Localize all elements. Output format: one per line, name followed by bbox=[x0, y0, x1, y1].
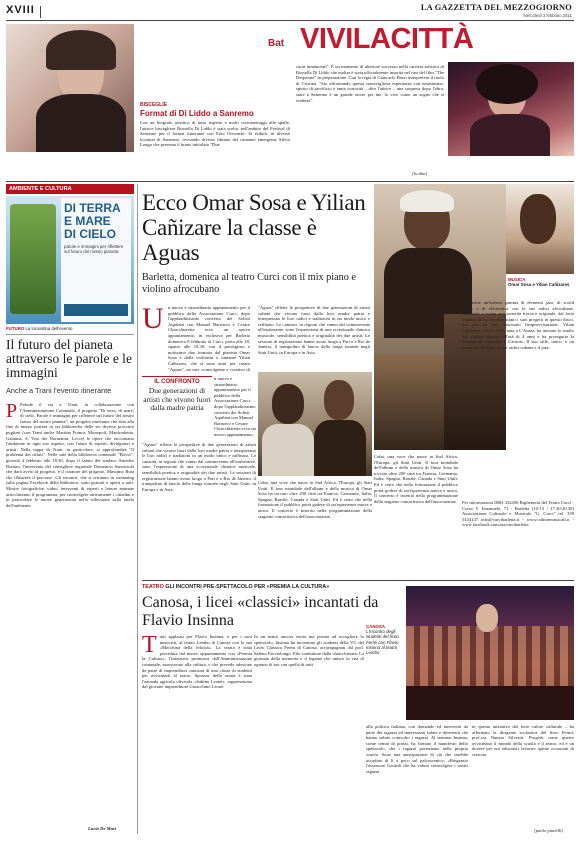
music-body-2: "Aguas" riflette le prospettive di due generazioni di artisti cubani che vivono fuori dalla loro madre patria e interpretano le loro radici e tradizioni in un modo unico e raffinato. Le canzoni, in regioni che vanno dal commovente all'esuberante, sono l'espressione di una eccezionale chimica musicale, sensibilità poetica e originalità dei due artisti. Le sessioni di registrazione hanno avuto luogo a Pari e a Rio de Janeiro, il trampolino di lancio della lunga tournée negli Stati Uniti, in Europa e in Asia. bbox=[142, 442, 256, 492]
sanremo-photo bbox=[448, 62, 574, 156]
poster-caption: La locandina dell'evento bbox=[25, 326, 73, 331]
section-city: Bat bbox=[268, 38, 285, 49]
top-story-kicker: BISCEGLIE bbox=[140, 102, 167, 108]
music-body-3: Cuba, una voce che nasce in Sud Africa, l'Europa, gli Stati Uniti. Il tour mondiale dell'album e della musica di Omar Sosa ha toccato oltre 200 città tra Francia, Germania, Italia, Spagna, Brasile, Canada e Stati Uniti. Ed è certo che nella formazione il pubblico potrà godere di un'esperienza nuova e unica. Il concerto è inserito nella programmazione della stagione concertistica dell'associazione. bbox=[258, 480, 372, 519]
theater-title: Canosa, i licei «classici» incantati da Flavio Insinna bbox=[142, 594, 379, 629]
confronto-text: Due generazioni di artisti che vivono fuori dalla madre patria bbox=[143, 386, 211, 413]
theater-body-2: In un teatro ancora vuoto ma pronto ad accogliere lo spettacolo, Insinna ha incontrato gli studenti della VG del Liceo Classico Fermi di Canosa, accompagnati dal prof. Sabino Facciolongo. Filo conduttore dalla chiacchierata: La giornata della memoria e il legame che unisce la vita di ognuno di noi con quella di tutti. bbox=[254, 634, 364, 667]
poster-title-1: DI TERRA bbox=[64, 201, 121, 215]
confronto-box bbox=[142, 376, 212, 438]
poster-title-2: E MARE bbox=[64, 214, 111, 228]
music-body-4: ribilmente un'intensa gamma di elementi jazz, di world music e di elettronica con le sue radici afrocubane, riuscendo a creare una sonorità fresca e originale, dal forte impatto lirico, ha annunciato i suoi progetti in questo disco, ma non ha mai trascurato l'improvvisazione. Yilian Cañizares, classe 1981, nata a L'Avana, ha iniziato lo studio del violino classico all'età di 4 anni e ha proseguito la formazione musicale a Caracas. Il suo stile, unico, è un ponte tra l'Europa, le sue radici cubane e il jazz. bbox=[462, 300, 574, 350]
music-body-3b: Cuba, una voce che nasce in Sud Africa, l'Europa, gli Stati Uniti. Il tour mondiale dell'album e della musica di Omar Sosa ha toccato oltre 200 città tra Francia, Germania, Italia, Spagna, Brasile, Canada e Stati Uniti. Ed è certo che nella formazione il pubblico potrà godere di un'esperienza nuova e unica. Il concerto è inserito nella programmazione della stagione concertistica dell'associazione. bbox=[374, 454, 458, 504]
top-story-title: Format di Di Liddo a Sanremo bbox=[140, 109, 254, 118]
ambiente-dropcap: P bbox=[6, 402, 18, 422]
ambiente-signature: Lucia De Mari bbox=[88, 826, 117, 831]
page-number: XVIII bbox=[6, 4, 35, 16]
ambiente-subtitle: Anche a Trani l'evento itinerante bbox=[6, 386, 112, 395]
music-body-1: Un nuovo e straordinario appuntamento per il pubblico della Associazione Curci, dopo l'applauditissimo concerto dei Solisti Aquilani con Manuel Barrueco e Cesare Chiacchiaretta ecco un nuovo appuntamento, in esclusiva per Barletta domenica 8 febbraio al Curci, porta alle 18, sipario alle 18.30, con il prestigioso e notissimo duo formato dal pianista Omar Sosa e dalla violinista e cantante Yilian Cañizares, che si sono uniti per creare "Aguas", un mix coinvolgente e creativo di bbox=[142, 305, 250, 373]
poster-image bbox=[6, 196, 134, 324]
theater-photo-caption: L'incontro degli studenti del liceo Fermi con Flavio Insinna al teatro Lembo bbox=[366, 629, 399, 656]
poster-subtitle: parole e immagini per riflettere sul futuro del nostro pianeta bbox=[64, 244, 124, 255]
theater-body-4: in questa iniziativa dal forte valore culturale – ha affermato la dirigente scolastica del liceo Fermi, prof.ssa Nunzia Silvestri. Progetti come questo avvicinano il mondo della scuola e il teatro, ed è un dovere per noi educatori favorire queste occasioni di crescita. bbox=[472, 724, 574, 757]
theater-signature: [paolo pinnelli] bbox=[534, 828, 564, 833]
issue-date: Mercoledì 3 febbraio 2021 bbox=[523, 13, 572, 18]
music-contacts: Per informazioni 0883 332456 Biglietteria del Teatro Curci - Corso V. Emanuele, 71 - Barletta (10-13 / 17.30-20.30) Associazione Culturale e Musicale "G. Curci" tel. 339 5434147 info@curcibarletta.it - www.culturemusicali.it - www.facebook.com/asscurcibarletta bbox=[462, 500, 574, 528]
ambiente-title: Il futuro del pianeta attraverso le parole e le immagini bbox=[6, 337, 132, 380]
top-story-signature: [lu.dim] bbox=[412, 171, 428, 176]
poster-caption-kicker: FUTURO bbox=[6, 326, 25, 331]
duo-photo bbox=[258, 372, 372, 476]
music-subtitle: Barletta, domenica al teatro Curci con il mix piano e violino afrocubano bbox=[142, 272, 356, 295]
section-title: VIVILACITTÀ bbox=[300, 23, 474, 55]
ambiente-body-text: Prende il via a Trani, in collaborazione con l'Amministrazione Comunale, il progetto "Di terra, di mare, di cielo. Parole e immagini per riflettere sul futuro del nostro futuro del nostro pianeta", un progetto itinerante che sino alla fine di marzo porterà in sei biblioteche delle sei diverse province pugliesi (con Trani anche Martina Franca, Monopoli, Manfredonia, Galatina, S. Vito dei Normanni, Lecce) le opere che raccontano l'ambiente in ogni suo aspetto, con l'aiuto di esperti, divulgatori e artisti. Nella tappa di Trani, in particolare, si approfondirà "Il problema dei rifiuti". Nelle sale della biblioteca comunale "Bovio", giovedì 4 febbraio alle 18.30, dopo il saluto del sindaco Amedeo Bottaro, l'intervento del consigliere regionale Domenico Santorsola che darà avvio al progetto, e il curatore del progetto, Massimo Ruta che illustrerà il percorso. Gli incontri, che si terranno in streaming sulla pagina Facebook della biblioteca, sono gratuiti e aperti a tutti. Mostre fotografiche, video, interventi di esperti e letture animate arricchiranno il programma, per coinvolgere attivamente i cittadini e in particolare le nuove generazioni nella riflessione sulla tutela dell'ambiente. bbox=[6, 402, 134, 508]
top-story-col1: Con un biografo artistico di tutto rispetto e molti cortometraggi alle spalle, l'attrice biscegliese Rossella Di Liddo è stata scelta, nell'ambito del Festival di Sanremo per il format itinerante con Ezio Orvonetti. Si esibirà, in diverse location di Sanremo, recitando diverse librano del cantante emergente Silvio Longo che presenta il brano intitolato "Due bbox=[140, 120, 290, 148]
actress-photo bbox=[6, 24, 134, 152]
top-story-col2: cuori innamorati". È un momento di ulteriore successo nella carriera artistica di Rossella Di Liddo che inoltre è stata ufficialmente inserita nel cast del film "The Desperate" in preparazione. Con la regia di Giancarlo Bassi interpreterà il ruolo di Cristina. "Sto affrontando questa meravigliosa esperienza con entusiasmo, spirito di sacrificio e tanta curiosità – dice l'attrice – una sorpresa dopo l'altra, stare a Sanremo è un grande onore per me, lo vivo come un sogno che si realizza". bbox=[296, 64, 444, 103]
ambiente-label: AMBIENTE E CULTURA bbox=[6, 184, 134, 194]
music-title: Ecco Omar Sosa e Yilian Cañizare la classe è Aguas bbox=[142, 190, 366, 265]
theater-kicker: TEATRO bbox=[142, 584, 164, 590]
theater-body-1-text: utti applausi per Flavio Insinna, e per i suoi musicisti, al teatro Lembo di Canosa con la sua «Macchina della felicità». La serata è stata preceduta dal nuovo appuntamento con «Premia la Cultura», l'iniziativa promossa dall'Amministrazione comunale, assessorato alla cultura, e che prevede adesione da parte di imprenditori canosini di una classe di studenti per avvicinarli al teatro. Sponsor della serata è stata l'azienda agricola olivicola «Sabino Leone», rappresentata dal giovane imprenditore Gioacchino Leone. bbox=[142, 634, 252, 690]
theater-photo-kicker: CANOSA bbox=[366, 624, 386, 629]
theater-photo bbox=[406, 586, 574, 720]
newspaper-name: LA GAZZETTA DEL MEZZOGIORNO bbox=[420, 3, 572, 12]
music-photo-caption: Omar Sosa e Yilian Cañizares bbox=[508, 282, 570, 288]
ambiente-body bbox=[6, 402, 134, 822]
violinist-photo bbox=[506, 184, 574, 274]
music-body-1b: n nuovo e straordinario appuntamento per il pubblico della Associazione Curci, dopo l'applauditissimo concerto dei Solisti Aquilani con Manuel Barrueco e Cesare Chiacchiaretta ecco un nuovo appuntamento, bbox=[214, 376, 256, 437]
theater-body-3: alla politica italiana, con domande ed interventi da parte dei ragazzi ed interessanti salute e divertenti che hanno subito coinvolto i ragazzi. Al termine Insinna, come ormai di prassi, ha firmato il manifesto dello spettacolo, che i ragazzi porteranno nella propria scuola. Sono una anticipazione di ciò che sarebbe accaduto di lì a poco sul palcoscenico. «Ringrazio l'assessore Gerardi che ha voluto coinvolgere i nostri ragazzi bbox=[366, 724, 468, 774]
theater-kicker-rest: GLI INCONTRI PRE-SPETTACOLO PER «PREMIA LA CULTURA» bbox=[165, 584, 330, 590]
music-body-1-text: n nuovo e straordinario appuntamento per il pubblico della Associazione Curci, dopo l'applauditissimo concerto dei Solisti Aquilani con Manuel Barrueco e Cesare Chiacchiaretta ecco un nuovo appuntamento, in esclusiva per Barletta domenica 8 febbraio al Curci, porta alle 18, sipario alle 18.30, con il prestigioso e notissimo duo formato dal pianista Omar Sosa e dalla violinista e cantante Yilian Cañizares, che si sono uniti per creare "Aguas", un mix coinvolgente e creativo di bbox=[168, 305, 250, 372]
music-body-2b: "Aguas" riflette le prospettive di due generazioni di artisti cubani che vivono fuori dalla loro madre patria e interpretano le loro radici e tradizioni in un modo unico e raffinato. Le canzoni, in regioni che vanno dal commovente all'esuberante, sono l'espressione di una eccezionale chimica musicale, sensibilità poetica e originalità dei due artisti. Le sessioni di registrazione hanno avuto luogo a Pari e a Rio de Janeiro, il trampolino di lancio della lunga tournée negli Stati Uniti, in Europa e in Asia. bbox=[258, 305, 370, 355]
theater-body-1: Tutti applausi per Flavio Insinna, e per i suoi musicisti, al teatro Lembo di Canosa con la sua «Macchina della felicità». La serata è stata preceduta dal nuovo appuntamento con «Premia la Cultura», l'iniziativa promossa dall'Amministrazione comunale, assessorato alla cultura, e che prevede adesione da parte di imprenditori canosini di una classe di studenti per avvicinarli al teatro. Sponsor della serata è stata l'azienda agricola olivicola «Sabino Leone», rappresentata dal giovane imprenditore Gioacchino Leone. bbox=[142, 634, 252, 690]
music-photo-kicker: MUSICA bbox=[508, 277, 526, 282]
confronto-label: IL CONFRONTO bbox=[154, 379, 200, 385]
poster-title-3: DI CIELO bbox=[64, 227, 117, 241]
